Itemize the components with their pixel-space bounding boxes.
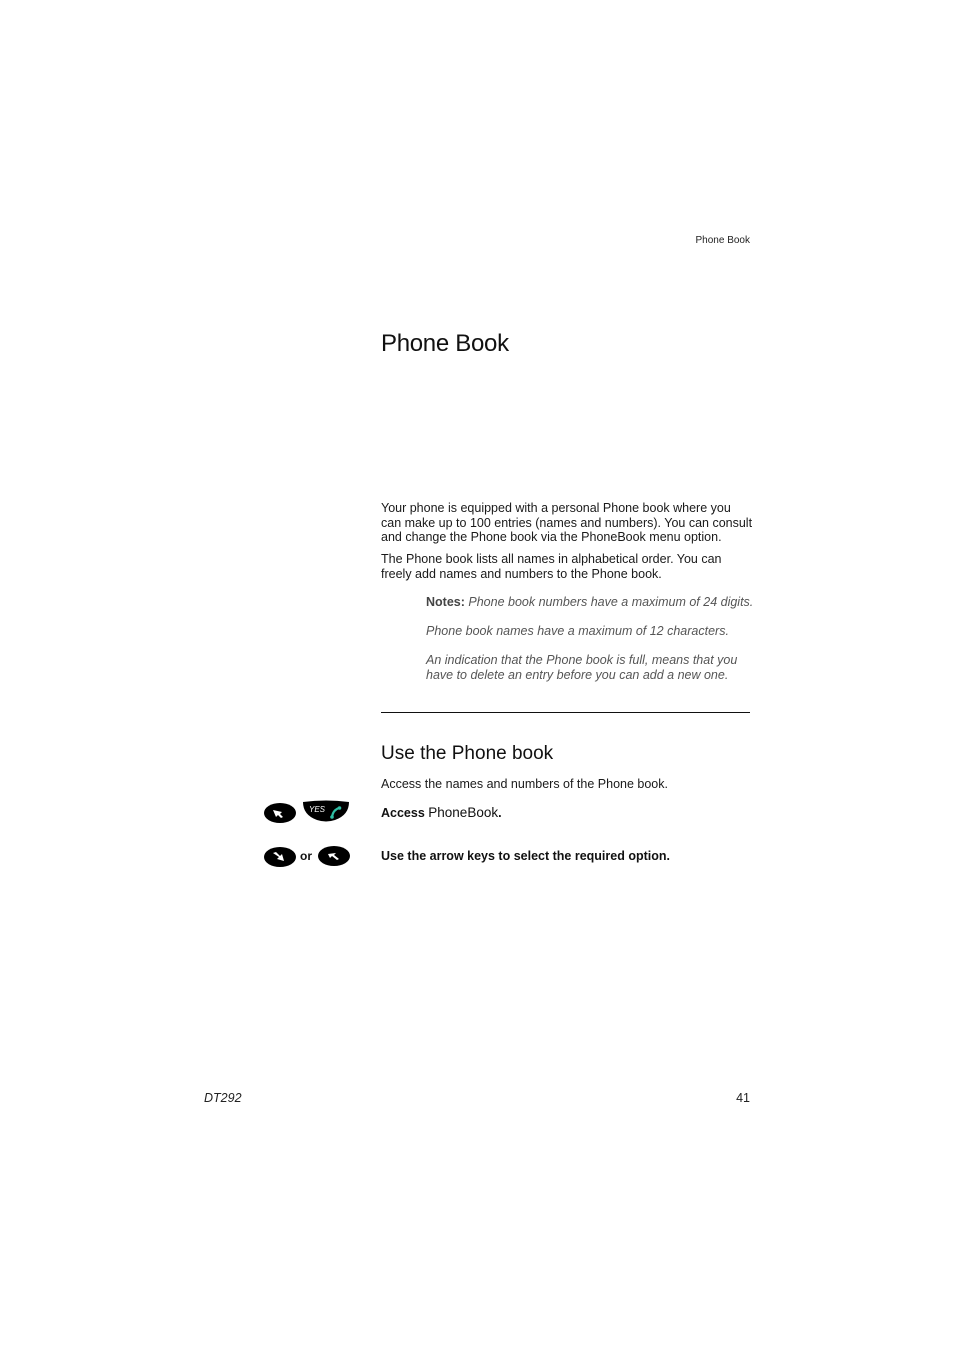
- notes-label: Notes:: [426, 595, 465, 609]
- page-number: 41: [736, 1091, 750, 1105]
- or-label: or: [300, 849, 312, 863]
- intro-paragraph-2: The Phone book lists all names in alphabetical order. You can freely add names and numbers to the Phone book.: [381, 552, 722, 581]
- down-arrow-key-icon: [263, 846, 297, 868]
- section-description: Access the names and numbers of the Phone book.: [381, 777, 668, 791]
- note-1: [426, 595, 756, 610]
- step-1-end: .: [498, 806, 502, 820]
- step-1-action: Access: [381, 806, 425, 820]
- section-divider: [381, 712, 750, 713]
- intro-paragraph-1: [381, 501, 753, 545]
- intro-text-end: menu option.: [645, 530, 722, 545]
- step-access-phonebook: [381, 805, 502, 820]
- section-title: Use the Phone book: [381, 743, 554, 764]
- footer-model: DT292: [204, 1091, 242, 1105]
- yes-key-label: YES: [309, 805, 326, 814]
- note-2: Phone book names have a maximum of 12 characters.: [426, 624, 729, 638]
- intro-text-start: Your phone is equipped with a personal Phone book where you can make up to 100 entries (names and numbers). You can consult and change the Phone book via the: [381, 501, 753, 545]
- note-1-text: Phone book numbers have a maximum of 24 digits.: [468, 595, 754, 609]
- phonebook-menu-target: PhoneBook: [428, 805, 499, 820]
- note-3: An indication that the Phone book is full, means that you have to delete an entry before you can add a new one.: [426, 653, 738, 682]
- yes-call-key-icon: [302, 800, 350, 824]
- running-header: Phone Book: [695, 235, 750, 246]
- phonebook-menu-reference: PhoneBook: [581, 530, 646, 545]
- left-arrow-key-icon: [263, 802, 297, 824]
- step-select-option: Use the arrow keys to select the required option.: [381, 849, 670, 863]
- page-title: Phone Book: [381, 330, 509, 357]
- up-arrow-key-icon: [317, 845, 351, 867]
